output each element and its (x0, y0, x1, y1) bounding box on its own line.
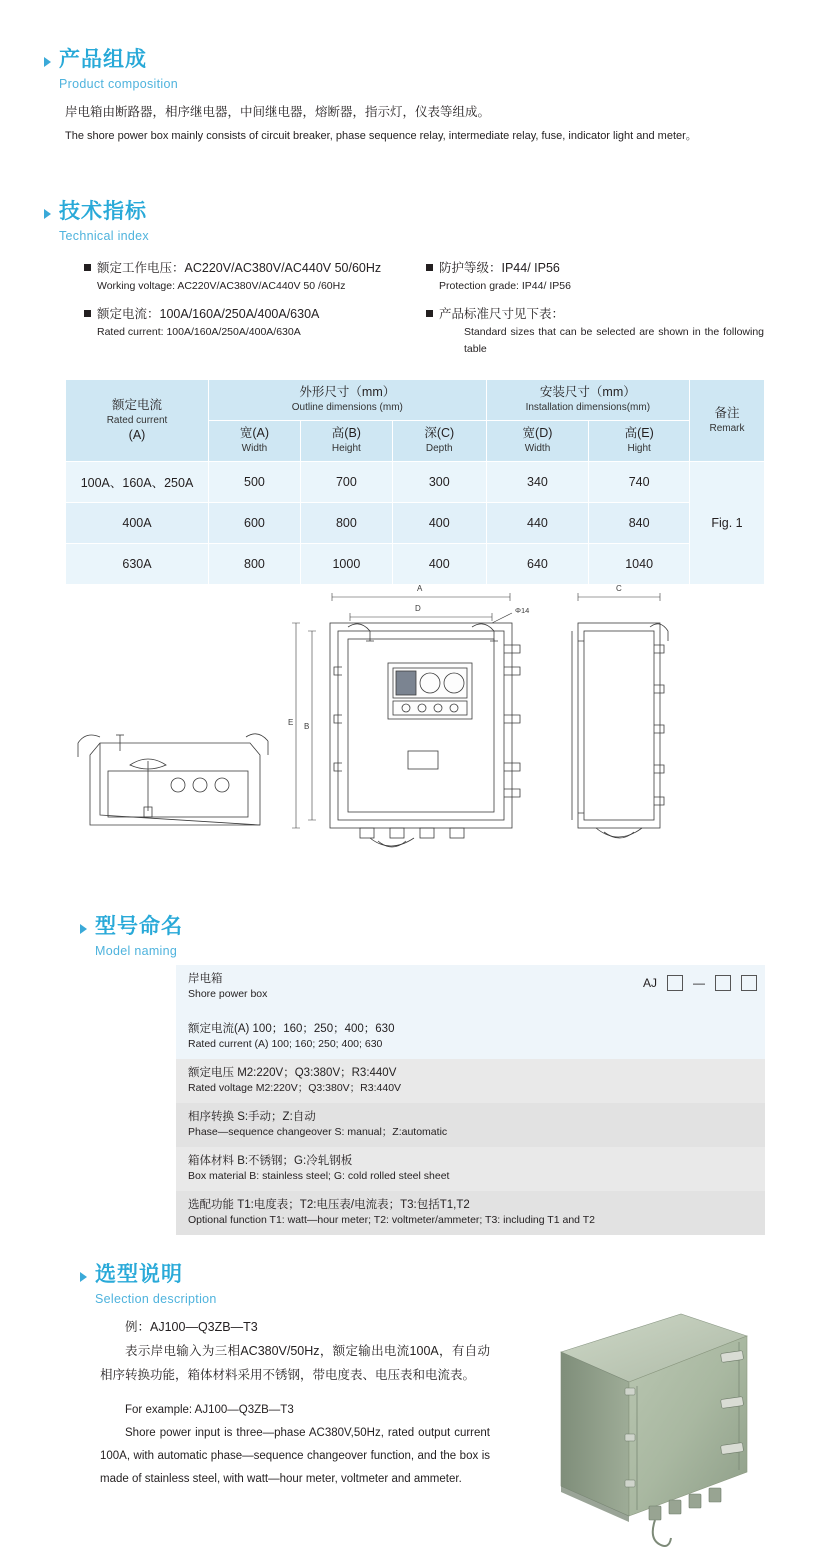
cell-remark: Fig. 1 (690, 462, 765, 585)
section-title-en: Model naming (95, 944, 178, 958)
model-row-en: Optional function T1: watt—hour meter; T2: voltmeter/ammeter; T3: including T1 and T2 (188, 1214, 595, 1226)
svg-text:D: D (415, 604, 421, 613)
tech-item-cn: 额定工作电压：AC220V/AC380V/AC440V 50/60Hz (84, 259, 414, 278)
model-row-en: Rated voltage M2:220V；Q3:380V；R3:440V (188, 1082, 402, 1094)
section-title-en: Selection description (95, 1292, 217, 1306)
header-width-a: 宽(A) Width (209, 421, 301, 462)
section-title-cn: 选型说明 (95, 1263, 183, 1286)
table-row (66, 462, 765, 503)
header-installation-dimensions: 安装尺寸（mm） Installation dimensions(mm) (486, 380, 689, 421)
square-bullet-icon (426, 264, 433, 271)
selection-body-en: Shore power input is three—phase AC380V,50Hz, rated output current 100A, with automatic phase—sequence changeover function, and the box is made of stainless steel, with watt—hour meter, voltmeter and ammeter. (100, 1427, 490, 1485)
model-row-product (176, 965, 765, 1015)
cell-height-b: 700 (300, 462, 392, 503)
header-rated-current: 额定电流 Rated current (A) (66, 380, 209, 462)
model-row-cn: 额定电流(A) 100；160；250；400；630 (188, 1023, 395, 1035)
table-row (66, 503, 765, 544)
svg-text:B: B (304, 722, 310, 731)
model-row-en: Rated current (A) 100; 160; 250; 400; 630 (188, 1038, 383, 1050)
section-heading-selection-description (80, 1263, 217, 1308)
model-code-area (643, 975, 757, 991)
model-row-en: Shore power box (188, 988, 268, 1000)
section-heading-product-composition (44, 48, 178, 93)
header-outline-dimensions: 外形尺寸（mm） Outline dimensions (mm) (209, 380, 487, 421)
triangle-bullet-icon (80, 924, 87, 934)
header-width-d: 宽(D) Width (486, 421, 589, 462)
cell-width-d: 640 (486, 544, 589, 585)
header-height-b: 高(B) Height (300, 421, 392, 462)
triangle-bullet-icon (80, 1272, 87, 1282)
model-row-cn: 箱体材料 B:不锈钢；G:冷轧钢板 (188, 1155, 353, 1167)
code-dash: — (693, 975, 705, 990)
svg-text:Φ14: Φ14 (515, 606, 530, 615)
code-box-1 (667, 975, 683, 991)
section-heading-technical-index (44, 200, 149, 245)
table-body (66, 462, 765, 585)
cell-height-b: 1000 (300, 544, 392, 585)
code-box-3 (741, 975, 757, 991)
cell-rated-current: 630A (66, 544, 209, 585)
specification-table (65, 379, 765, 585)
drawing-front-view (288, 584, 529, 847)
cell-width-a: 800 (209, 544, 301, 585)
cell-height-e: 740 (589, 462, 690, 503)
cell-depth-c: 400 (392, 544, 486, 585)
tech-item-en: Rated current: 100A/160A/250A/400A/630A (97, 326, 301, 338)
tech-item-cn: 防护等级：IP44/ IP56 (426, 259, 756, 278)
svg-text:A: A (417, 584, 423, 593)
header-height-e: 高(E) Hight (589, 421, 690, 462)
selection-description-body (100, 1315, 490, 1491)
section-title-en: Product composition (59, 77, 178, 91)
cell-rated-current: 400A (66, 503, 209, 544)
section-title-en: Technical index (59, 229, 149, 243)
model-row-rated-current (176, 1015, 765, 1059)
selection-example-en: For example: AJ100—Q3ZB—T3 (125, 1404, 294, 1416)
section-title-cn: 技术指标 (59, 200, 147, 223)
svg-text:C: C (616, 584, 622, 593)
cell-width-d: 440 (486, 503, 589, 544)
model-naming-table (176, 965, 765, 1235)
model-row-en: Phase—sequence changeover S: manual；Z:automatic (188, 1126, 448, 1138)
triangle-bullet-icon (44, 209, 51, 219)
square-bullet-icon (84, 310, 91, 317)
technical-drawings (60, 575, 770, 865)
model-row-rated-voltage (176, 1059, 765, 1103)
drawing-side-view (572, 584, 668, 838)
selection-body-cn: 表示岸电输入为三相AC380V/50Hz，额定输出电流100A，有自动相序转换功能，箱体材料采用不锈钢，带电度表、电压表和电流表。 (100, 1344, 490, 1382)
model-row-cn: 额定电压 M2:220V；Q3:380V；R3:440V (188, 1067, 397, 1079)
code-prefix: AJ (642, 975, 657, 990)
product-composition-body-cn: 岸电箱由断路器，相序继电器，中间继电器，熔断器，指示灯，仪表等组成。 (65, 105, 491, 119)
drawing-top-view (78, 734, 268, 825)
table-header (66, 380, 765, 462)
svg-text:E: E (288, 718, 294, 727)
triangle-bullet-icon (44, 57, 51, 67)
cell-height-e: 1040 (589, 544, 690, 585)
product-photo-svg (525, 1300, 775, 1550)
tech-item-working-voltage (84, 259, 414, 295)
section-heading-model-naming (80, 915, 183, 960)
cell-width-a: 600 (209, 503, 301, 544)
tech-item-protection-grade (426, 259, 756, 295)
drawing-svg (60, 575, 770, 865)
tech-item-en: Standard sizes that can be selected are shown in the following table (464, 326, 764, 355)
tech-item-standard-sizes (426, 305, 764, 358)
model-row-en: Box material B: stainless steel; G: cold rolled steel sheet (188, 1170, 450, 1182)
model-row-cn: 选配功能 T1:电度表；T2:电压表/电流表；T3:包括T1,T2 (188, 1199, 470, 1211)
header-remark: 备注 Remark (690, 380, 765, 462)
section-title-cn: 型号命名 (95, 915, 183, 938)
tech-item-cn: 额定电流：100A/160A/250A/400A/630A (84, 305, 414, 324)
product-photo (525, 1300, 775, 1550)
section-title-cn: 产品组成 (59, 48, 147, 71)
model-row-cn: 岸电箱 (188, 973, 223, 985)
product-composition-body-en: The shore power box mainly consists of circuit breaker, phase sequence relay, intermediate relay, fuse, indicator light and meter。 (65, 130, 697, 142)
selection-example-cn: 例：AJ100—Q3ZB—T3 (125, 1320, 258, 1334)
cell-depth-c: 400 (392, 503, 486, 544)
header-depth-c: 深(C) Depth (392, 421, 486, 462)
square-bullet-icon (426, 310, 433, 317)
cell-rated-current: 100A、160A、250A (66, 462, 209, 503)
tech-item-cn: 产品标准尺寸见下表： (426, 305, 764, 324)
tech-item-en: Working voltage: AC220V/AC380V/AC440V 50 /60Hz (97, 280, 346, 292)
cell-height-e: 840 (589, 503, 690, 544)
model-row-phase-changeover (176, 1103, 765, 1147)
cell-depth-c: 300 (392, 462, 486, 503)
cell-width-d: 340 (486, 462, 589, 503)
model-row-box-material (176, 1147, 765, 1191)
model-row-optional-function (176, 1191, 765, 1235)
cell-height-b: 800 (300, 503, 392, 544)
code-box-2 (715, 975, 731, 991)
cell-width-a: 500 (209, 462, 301, 503)
tech-item-rated-current (84, 305, 414, 341)
tech-item-en: Protection grade: IP44/ IP56 (439, 280, 571, 292)
model-row-cn: 相序转换 S:手动；Z:自动 (188, 1111, 316, 1123)
square-bullet-icon (84, 264, 91, 271)
